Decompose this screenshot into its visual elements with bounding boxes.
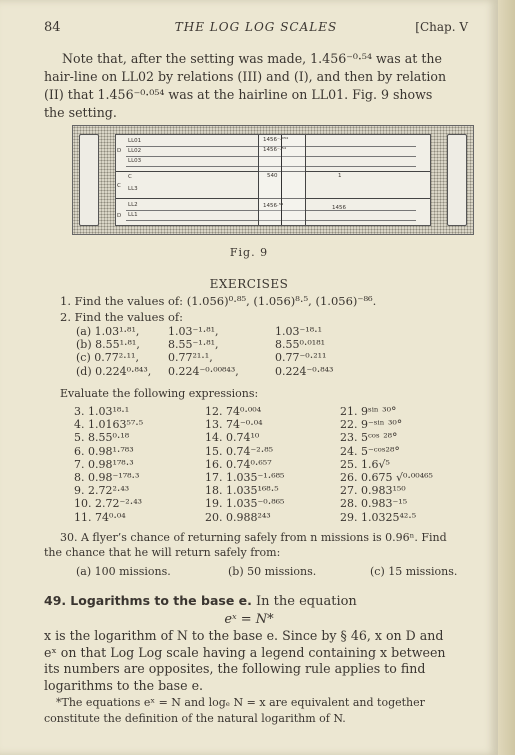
expression-item: 6. 0.98¹·⁷⁸³ — [74, 444, 134, 458]
exercise-item: (a) 1.03¹·⁸¹, — [76, 325, 140, 338]
exercises-heading: EXERCISES — [209, 277, 289, 291]
expression-item: 7. 0.98¹⁷⁸·³ — [74, 457, 134, 471]
expression-item: 22. 9⁻ˢⁱⁿ ³⁰° — [340, 418, 403, 432]
cursor-reading: 1456⁻·⁰⁵⁴ — [263, 137, 289, 143]
cursor-reading: 540 — [267, 173, 278, 179]
expression-item: 29. 1.0325⁴²·⁵ — [340, 510, 417, 524]
running-title: THE LOG LOG SCALES — [174, 20, 338, 34]
body-paragraph: x is the logarithm of N to the base e. Since by § 46, x on D and eˣ on that Log Log scale having a legend containing x between its numbers are opposites, the following rule applies to find logarithms to the base e. — [44, 628, 446, 693]
expression-item: 13. 74⁻⁰·⁰⁴ — [205, 418, 263, 432]
exercise-2-col-3 — [275, 325, 333, 378]
expression-item: 25. 1.6√⁵ — [340, 457, 390, 471]
scale-label: LL3 — [128, 186, 138, 192]
evaluate-label: Evaluate the following expressions: — [60, 387, 259, 400]
cursor-reading: 1456·⁵⁴ — [263, 203, 284, 209]
exercise-item: 0.77²¹·¹, — [168, 351, 213, 365]
section-title: Logarithms to the base e. — [70, 593, 252, 608]
intro-paragraph: Note that, after the setting was made, 1.456⁻⁰·⁵⁴ was at the hair-line on LL02 by relations (III) and (I), and then by relation (II) that 1.456⁻⁰·⁰⁵⁴ was at the hairline on LL01. Fig. 9 shows the setting. — [44, 51, 447, 120]
section-number: 49. — [44, 593, 67, 608]
scale-letter: C — [117, 183, 121, 189]
chapter-label: [Chap. V — [415, 20, 468, 34]
exercise-30-c: (c) 15 missions. — [370, 565, 458, 578]
expressions-col-3 — [340, 405, 433, 524]
page-number: 84 — [44, 20, 61, 35]
expression-item: 9. 2.72²·⁴³ — [74, 484, 130, 498]
rule-end-cap-left — [79, 134, 99, 226]
rule-end-cap-right — [447, 134, 467, 226]
exercise-item: (b) 8.55¹·⁸¹, — [76, 338, 140, 352]
expression-item: 4. 1.0163⁵⁷·⁵ — [74, 418, 144, 432]
exercise-item: (d) 0.224⁰·⁸⁴³, — [76, 364, 152, 378]
expression-item: 20. 0.988²⁴³ — [205, 510, 271, 524]
scale-letter: D — [117, 213, 122, 219]
exercise-2-col-1 — [76, 325, 151, 378]
expression-item: 15. 0.74⁻²·⁸⁵ — [205, 444, 274, 458]
scale-mark: 1 — [338, 173, 342, 179]
exercise-1: 1. Find the values of: (1.056)⁰·⁸⁵, (1.056)⁸·⁵, (1.056)⁻⁸⁶. — [60, 294, 377, 308]
exercise-30-b: (b) 50 missions. — [228, 565, 317, 578]
exercise-item: 1.03⁻¹⁸·¹ — [275, 325, 323, 338]
exercise-item: (c) 0.77²·¹¹, — [76, 351, 139, 365]
expression-item: 23. 5ᶜᵒˢ ²⁸° — [340, 431, 398, 445]
expression-item: 5. 8.55⁰·¹⁸ — [74, 431, 130, 445]
figure-caption: Fig. 9 — [229, 246, 269, 259]
expression-item: 17. 1.035⁻¹·⁶⁸⁵ — [205, 470, 285, 484]
exercise-item: 0.224⁻⁰·⁸⁴³ — [275, 364, 334, 378]
exercise-2-col-2 — [168, 325, 239, 378]
scale-mark: 1456 — [332, 205, 346, 211]
exercise-item: 0.224⁻⁰·⁰⁰⁸⁴³, — [168, 364, 239, 378]
expression-item: 12. 74⁰·⁰⁰⁴ — [205, 405, 262, 418]
exercise-item: 8.55⁰·⁰¹⁸¹ — [275, 338, 326, 352]
section-heading — [44, 593, 357, 609]
scale-label: C — [128, 174, 132, 180]
expression-item: 27. 0.983¹⁵⁰ — [340, 484, 406, 498]
exercise-30-a: (a) 100 missions. — [76, 565, 171, 578]
expression-item: 28. 0.983⁻¹⁵ — [340, 497, 408, 511]
scale-row: LL2 — [126, 201, 416, 211]
expressions-col-2 — [205, 405, 284, 524]
expression-item: 8. 0.98⁻¹⁷⁸·³ — [74, 470, 140, 484]
exercise-item: 8.55⁻¹·⁸¹, — [168, 338, 219, 352]
section-lead: In the equation — [256, 594, 357, 609]
expression-item: 3. 1.03¹⁸·¹ — [74, 405, 130, 418]
expression-item: 24. 5⁻ᶜᵒˢ²⁸° — [340, 444, 400, 458]
expression-item: 18. 1.035¹⁶⁸·⁵ — [205, 484, 279, 498]
scale-letter: D — [117, 148, 122, 154]
expression-item: 19. 1.035⁻⁰·⁸⁶⁵ — [205, 497, 285, 511]
cursor-reading: 1456⁻·⁵⁴ — [263, 147, 287, 153]
exercise-2: 2. Find the values of: — [60, 310, 184, 324]
expression-item: 10. 2.72⁻²·⁴³ — [74, 497, 143, 511]
scale-row: LL01 — [126, 137, 416, 147]
scale-row: LL03 — [126, 157, 416, 167]
footnote: *The equations eˣ = N and logₑ N = x are equivalent and together constitute the definition of the natural logarithm of N. — [44, 696, 425, 725]
expression-item: 21. 9ˢⁱⁿ ³⁰° — [340, 405, 397, 418]
expression-item: 11. 74⁰·⁰⁴ — [74, 510, 126, 524]
exercise-item: 1.03⁻¹·⁸¹, — [168, 325, 219, 338]
exercise-item: 0.77⁻⁰·²¹¹ — [275, 351, 327, 365]
page-edge — [498, 0, 515, 755]
scale-row: LL02 — [126, 147, 416, 157]
exercise-30: 30. A flyer’s chance of returning safely from n missions is 0.96ⁿ. Find the chance that he will return safely from: — [44, 531, 447, 559]
expression-item: 14. 0.74¹⁰ — [205, 431, 260, 445]
page-header — [44, 20, 468, 40]
expression-item: 16. 0.74⁰·⁶⁵⁷ — [205, 457, 272, 471]
figure-slide-rule — [72, 125, 474, 235]
expressions-col-1 — [74, 405, 143, 524]
expression-item: 26. 0.675 √⁰·⁰⁰⁴⁶⁵ — [340, 470, 433, 484]
scale-row: LL1 — [126, 211, 416, 221]
cursor — [258, 135, 306, 225]
slide-rule-body — [115, 134, 431, 226]
equation: eˣ = N* — [224, 612, 274, 627]
